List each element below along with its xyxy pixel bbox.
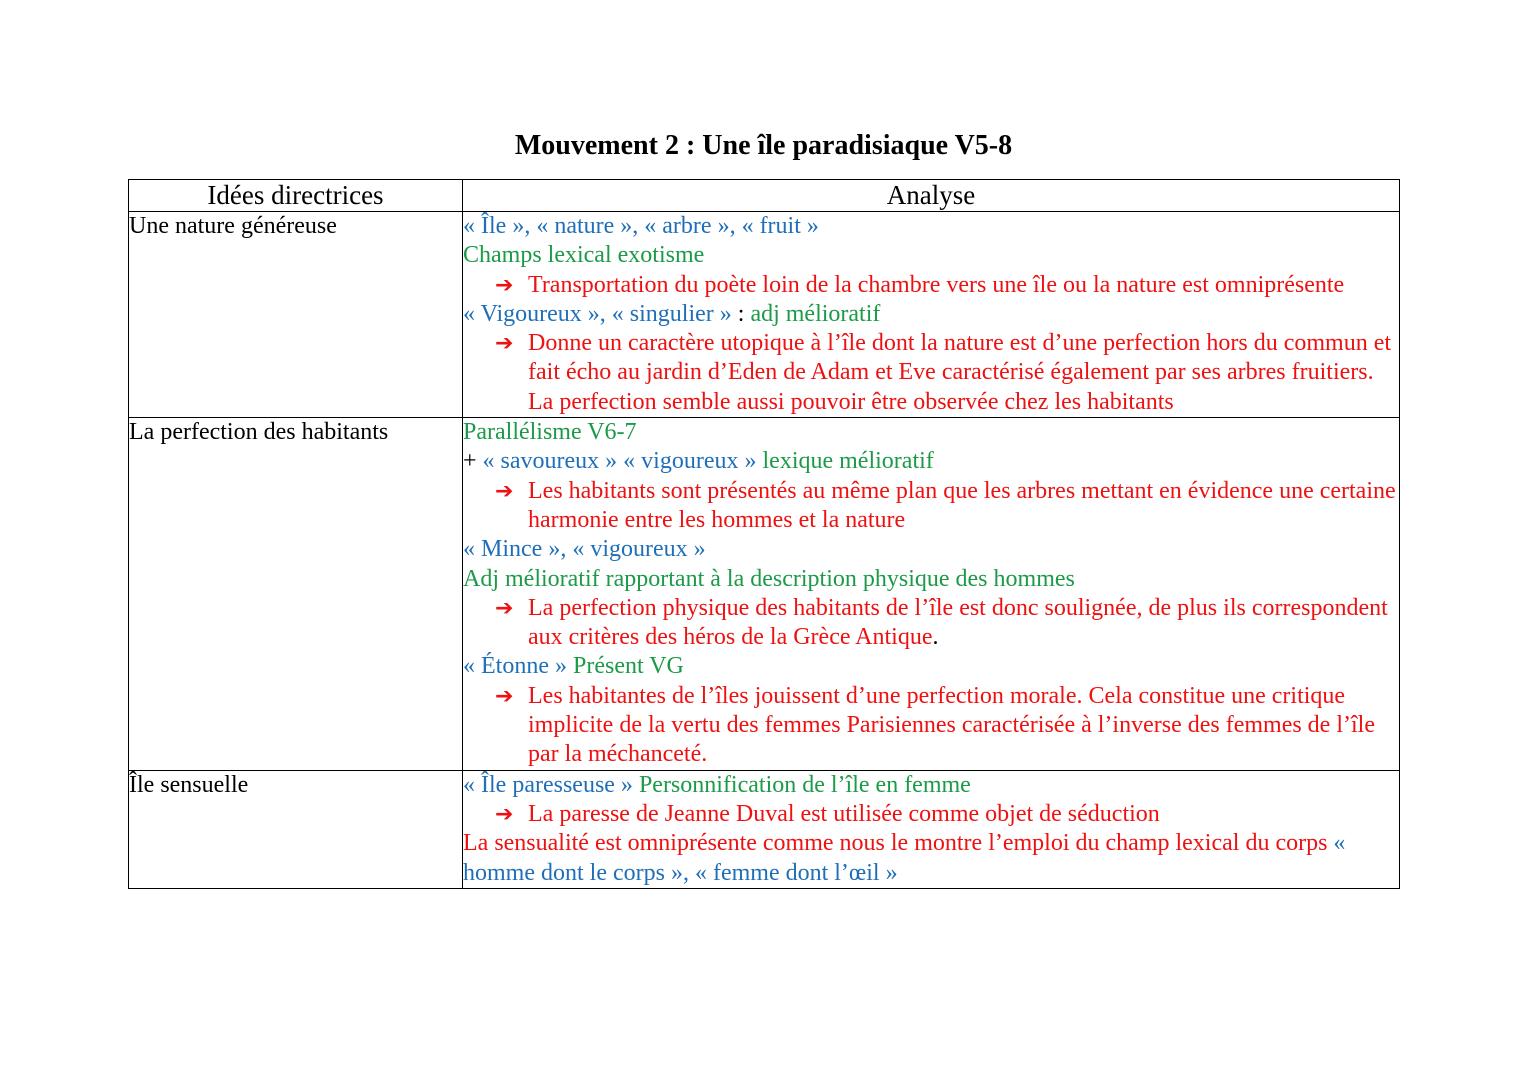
- table-row: [129, 212, 1400, 418]
- interpretation-item: [463, 271, 1399, 300]
- idea-cell: Île sensuelle: [129, 770, 463, 888]
- analysis-cell: [463, 418, 1400, 771]
- period-text: .: [932, 624, 939, 651]
- interpretation-item: [463, 682, 1399, 770]
- separator-text: :: [731, 300, 751, 327]
- interpretation-text: La paresse de Jeanne Duval est utilisée comme objet de séduction: [528, 800, 1160, 827]
- interpretation-text: Transportation du poète loin de la chambre vers une île ou la nature est omniprésente: [528, 271, 1345, 298]
- table-header-row: [129, 180, 1400, 212]
- right-arrow-icon: ➔: [495, 801, 514, 827]
- paragraph-line: [463, 829, 1399, 888]
- figure-line: Parallélisme V6-7: [463, 419, 637, 446]
- table-row: [129, 418, 1400, 771]
- right-arrow-icon: ➔: [495, 595, 514, 621]
- analysis-cell: [463, 212, 1400, 418]
- interpretation-text: Les habitantes de l’îles jouissent d’une perfection morale. Cela constitue une critique implicite de la vertu des femmes Parisiennes caractérisée à l’inverse des femmes de l’île par la méchanceté.: [528, 682, 1375, 768]
- quote-text: « homme dont le corps », « femme dont l’œil »: [463, 830, 1346, 886]
- quote-line: [463, 771, 1399, 800]
- figure-text: adj mélioratif: [750, 300, 881, 327]
- quote-text: « savoureux » « vigoureux »: [482, 448, 757, 475]
- interpretation-text: Les habitants sont présentés au même plan que les arbres mettant en évidence une certaine harmonie entre les hommes et la nature: [528, 477, 1396, 533]
- figure-line: Champs lexical exotisme: [463, 242, 705, 269]
- right-arrow-icon: ➔: [495, 683, 514, 709]
- analysis-table: [128, 179, 1400, 889]
- page-title: Mouvement 2 : Une île paradisiaque V5-8: [514, 130, 1013, 161]
- plus-text: +: [463, 448, 483, 475]
- header-analysis: Analyse: [463, 180, 1400, 212]
- figure-text: Personnification de l’île en femme: [632, 771, 971, 798]
- quote-text: « Île paresseuse »: [463, 771, 633, 798]
- interpretation-item: [463, 594, 1399, 653]
- right-arrow-icon: ➔: [495, 478, 514, 504]
- interpretation-item: [463, 800, 1399, 829]
- quote-line: [463, 447, 1399, 476]
- quote-line: « Mince », « vigoureux »: [463, 536, 706, 563]
- quote-line: [463, 652, 1399, 681]
- interpretation-item: [463, 329, 1399, 417]
- interpretation-text: La perfection physique des habitants de l’île est donc soulignée, de plus ils correspondent aux critères des héros de la Grèce Antique: [528, 594, 1388, 651]
- right-arrow-icon: ➔: [495, 331, 514, 357]
- interpretation-item: [463, 477, 1399, 536]
- table-row: [129, 770, 1400, 888]
- figure-line: Adj mélioratif rapportant à la description physique des hommes: [463, 565, 1075, 592]
- header-ideas: Idées directrices: [129, 180, 463, 212]
- quote-line: « Île », « nature », « arbre », « fruit »: [463, 213, 819, 239]
- quote-line: [463, 300, 1399, 329]
- figure-text: Présent VG: [566, 653, 684, 680]
- idea-cell: Une nature généreuse: [129, 212, 463, 418]
- idea-cell: La perfection des habitants: [129, 418, 463, 771]
- figure-text: lexique mélioratif: [756, 448, 934, 475]
- paragraph-text: La sensualité est omniprésente comme nous le montre l’emploi du champ lexical du corps: [463, 830, 1328, 857]
- right-arrow-icon: ➔: [495, 272, 514, 298]
- quote-text: « Étonne »: [463, 653, 567, 680]
- interpretation-text: Donne un caractère utopique à l’île dont la nature est d’une perfection hors du commun et fait écho au jardin d’Eden de Adam et Eve caractérisé également par ses arbres fruitiers. La perfection semble aussi pouvoir être observée chez les habitants: [528, 330, 1392, 415]
- analysis-cell: [463, 770, 1400, 888]
- quote-text: « Vigoureux », « singulier »: [463, 300, 732, 327]
